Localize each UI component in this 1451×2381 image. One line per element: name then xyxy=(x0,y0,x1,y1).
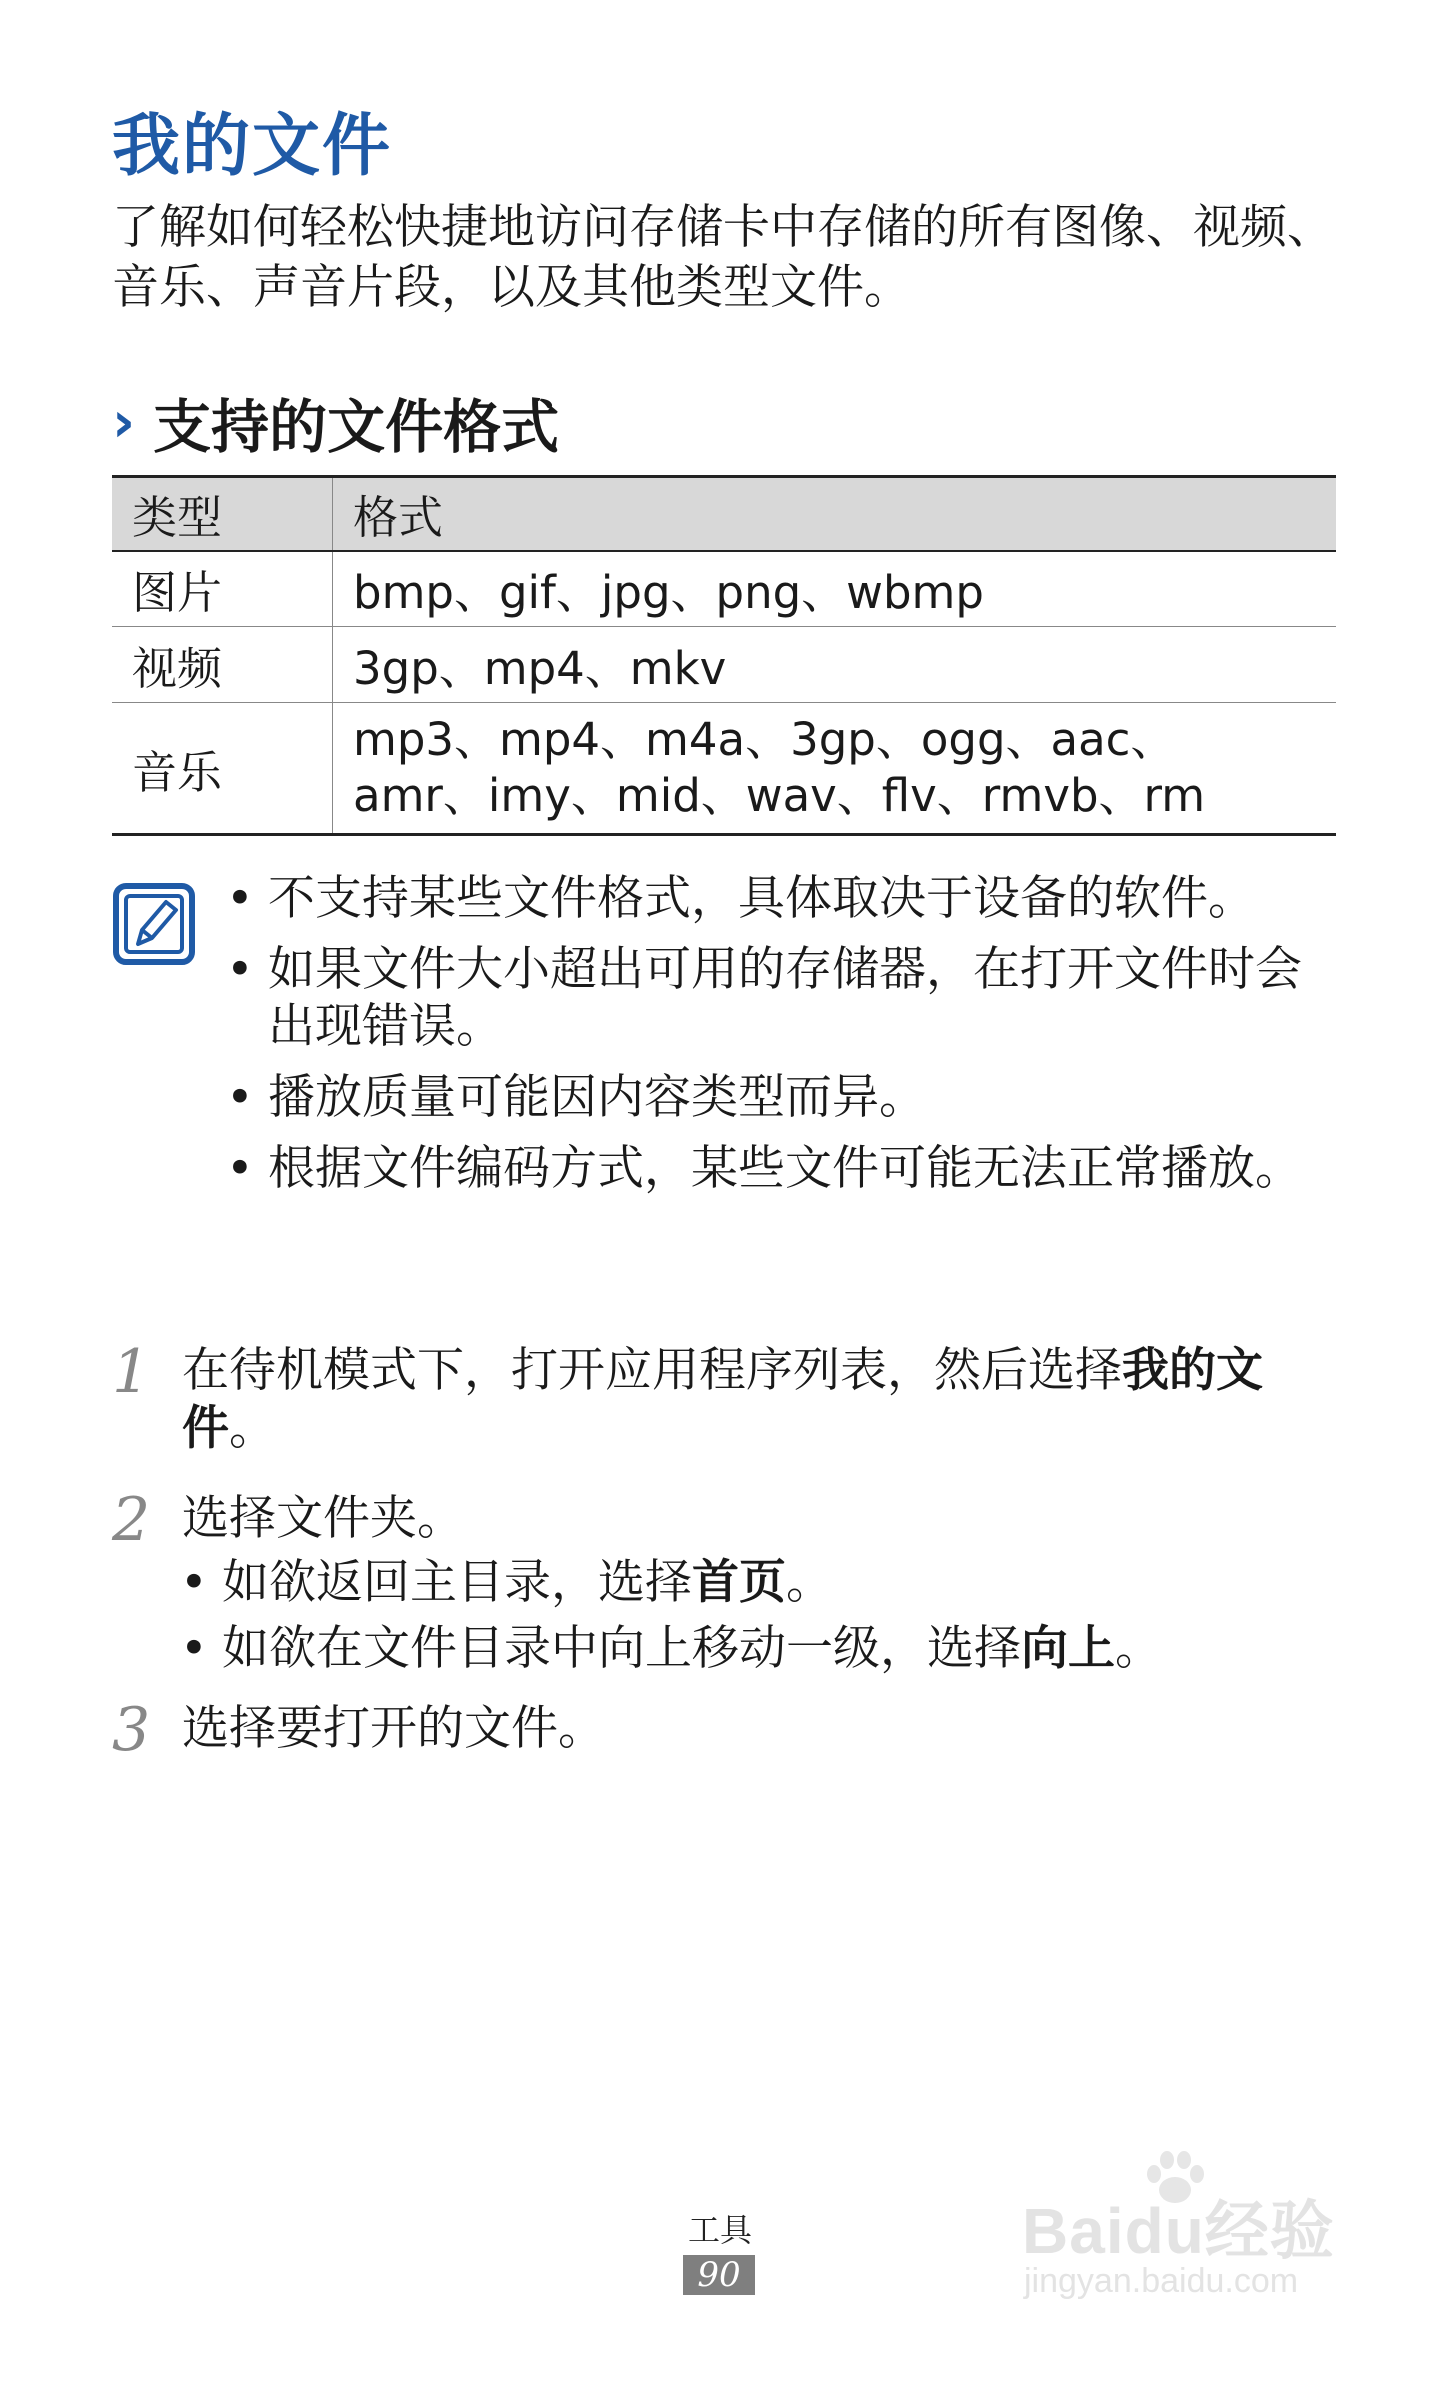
watermark-url: jingyan.baidu.com xyxy=(1024,2262,1299,2300)
step-text-bold: 我的文件 xyxy=(182,1343,1263,1456)
table-cell-formats: bmp、gif、jpg、png、wbmp xyxy=(353,566,984,620)
page-title: 我的文件 xyxy=(112,107,393,186)
format-line: mp3、mp4、m4a、3gp、ogg、aac、 xyxy=(353,713,1176,766)
step-number: 1 xyxy=(112,1337,151,1407)
substep-item xyxy=(180,1554,1340,1612)
table-row xyxy=(112,703,1336,835)
chevron-right-icon: › xyxy=(112,389,136,455)
substep-suffix: 。 xyxy=(786,1555,833,1610)
formats-table xyxy=(112,475,1336,836)
table-header-type: 类型 xyxy=(112,477,333,551)
note-item: • 如果文件大小超出可用的存储器，在打开文件时会出现错误。 xyxy=(226,941,1336,1055)
table-row xyxy=(112,627,1336,703)
substep-text: 如欲在文件目录中向上移动一级，选择 xyxy=(222,1621,1021,1676)
step-2 xyxy=(112,1485,1342,1555)
footer-section-label: 工具 xyxy=(688,2211,753,2249)
step-text-suffix: 。 xyxy=(229,1401,276,1456)
table-row xyxy=(112,551,1336,627)
note-pencil-icon xyxy=(112,882,196,966)
substep-text: 如欲返回主目录，选择 xyxy=(222,1555,692,1610)
table-cell-type: 图片 xyxy=(112,551,333,627)
step-1 xyxy=(112,1337,1342,1458)
intro-paragraph: 了解如何轻松快捷地访问存储卡中存储的所有图像、视频、音乐、声音片段，以及其他类型文件。 xyxy=(112,200,1334,315)
substep-bold: 首页 xyxy=(692,1555,786,1610)
substep-suffix: 。 xyxy=(1115,1621,1162,1676)
step-text xyxy=(182,1342,1342,1458)
page-number: 90 xyxy=(683,2255,755,2295)
section-heading-text: 支持的文件格式 xyxy=(153,393,560,461)
format-line: amr、imy、mid、wav、flv、rmvb、rm xyxy=(353,769,1206,822)
table-cell-type: 音乐 xyxy=(112,703,333,835)
table-cell-formats: 3gp、mp4、mkv xyxy=(353,642,727,695)
substeps-list xyxy=(180,1554,1340,1686)
step-text: 选择文件夹。 xyxy=(182,1491,464,1546)
step-number: 2 xyxy=(112,1485,151,1555)
step-3 xyxy=(112,1695,1342,1765)
section-heading xyxy=(112,380,559,464)
note-item: • 播放质量可能因内容类型而异。 xyxy=(226,1069,1336,1126)
step-text-plain: 在待机模式下，打开应用程序列表，然后选择 xyxy=(182,1343,1122,1398)
watermark-logo: Baidu经验 xyxy=(1022,2195,1335,2267)
note-item: • 不支持某些文件格式，具体取决于设备的软件。 xyxy=(226,870,1336,927)
substep-item xyxy=(180,1620,1340,1678)
table-cell-type: 视频 xyxy=(112,627,333,703)
table-header-row xyxy=(112,477,1336,551)
step-number: 3 xyxy=(112,1695,151,1765)
substep-bold: 向上 xyxy=(1021,1621,1115,1676)
step-text: 选择要打开的文件。 xyxy=(182,1701,605,1756)
notes-list xyxy=(226,870,1336,1211)
table-cell-formats xyxy=(333,703,1337,835)
table-header-format: 格式 xyxy=(353,491,444,545)
note-item: • 根据文件编码方式，某些文件可能无法正常播放。 xyxy=(226,1140,1336,1197)
